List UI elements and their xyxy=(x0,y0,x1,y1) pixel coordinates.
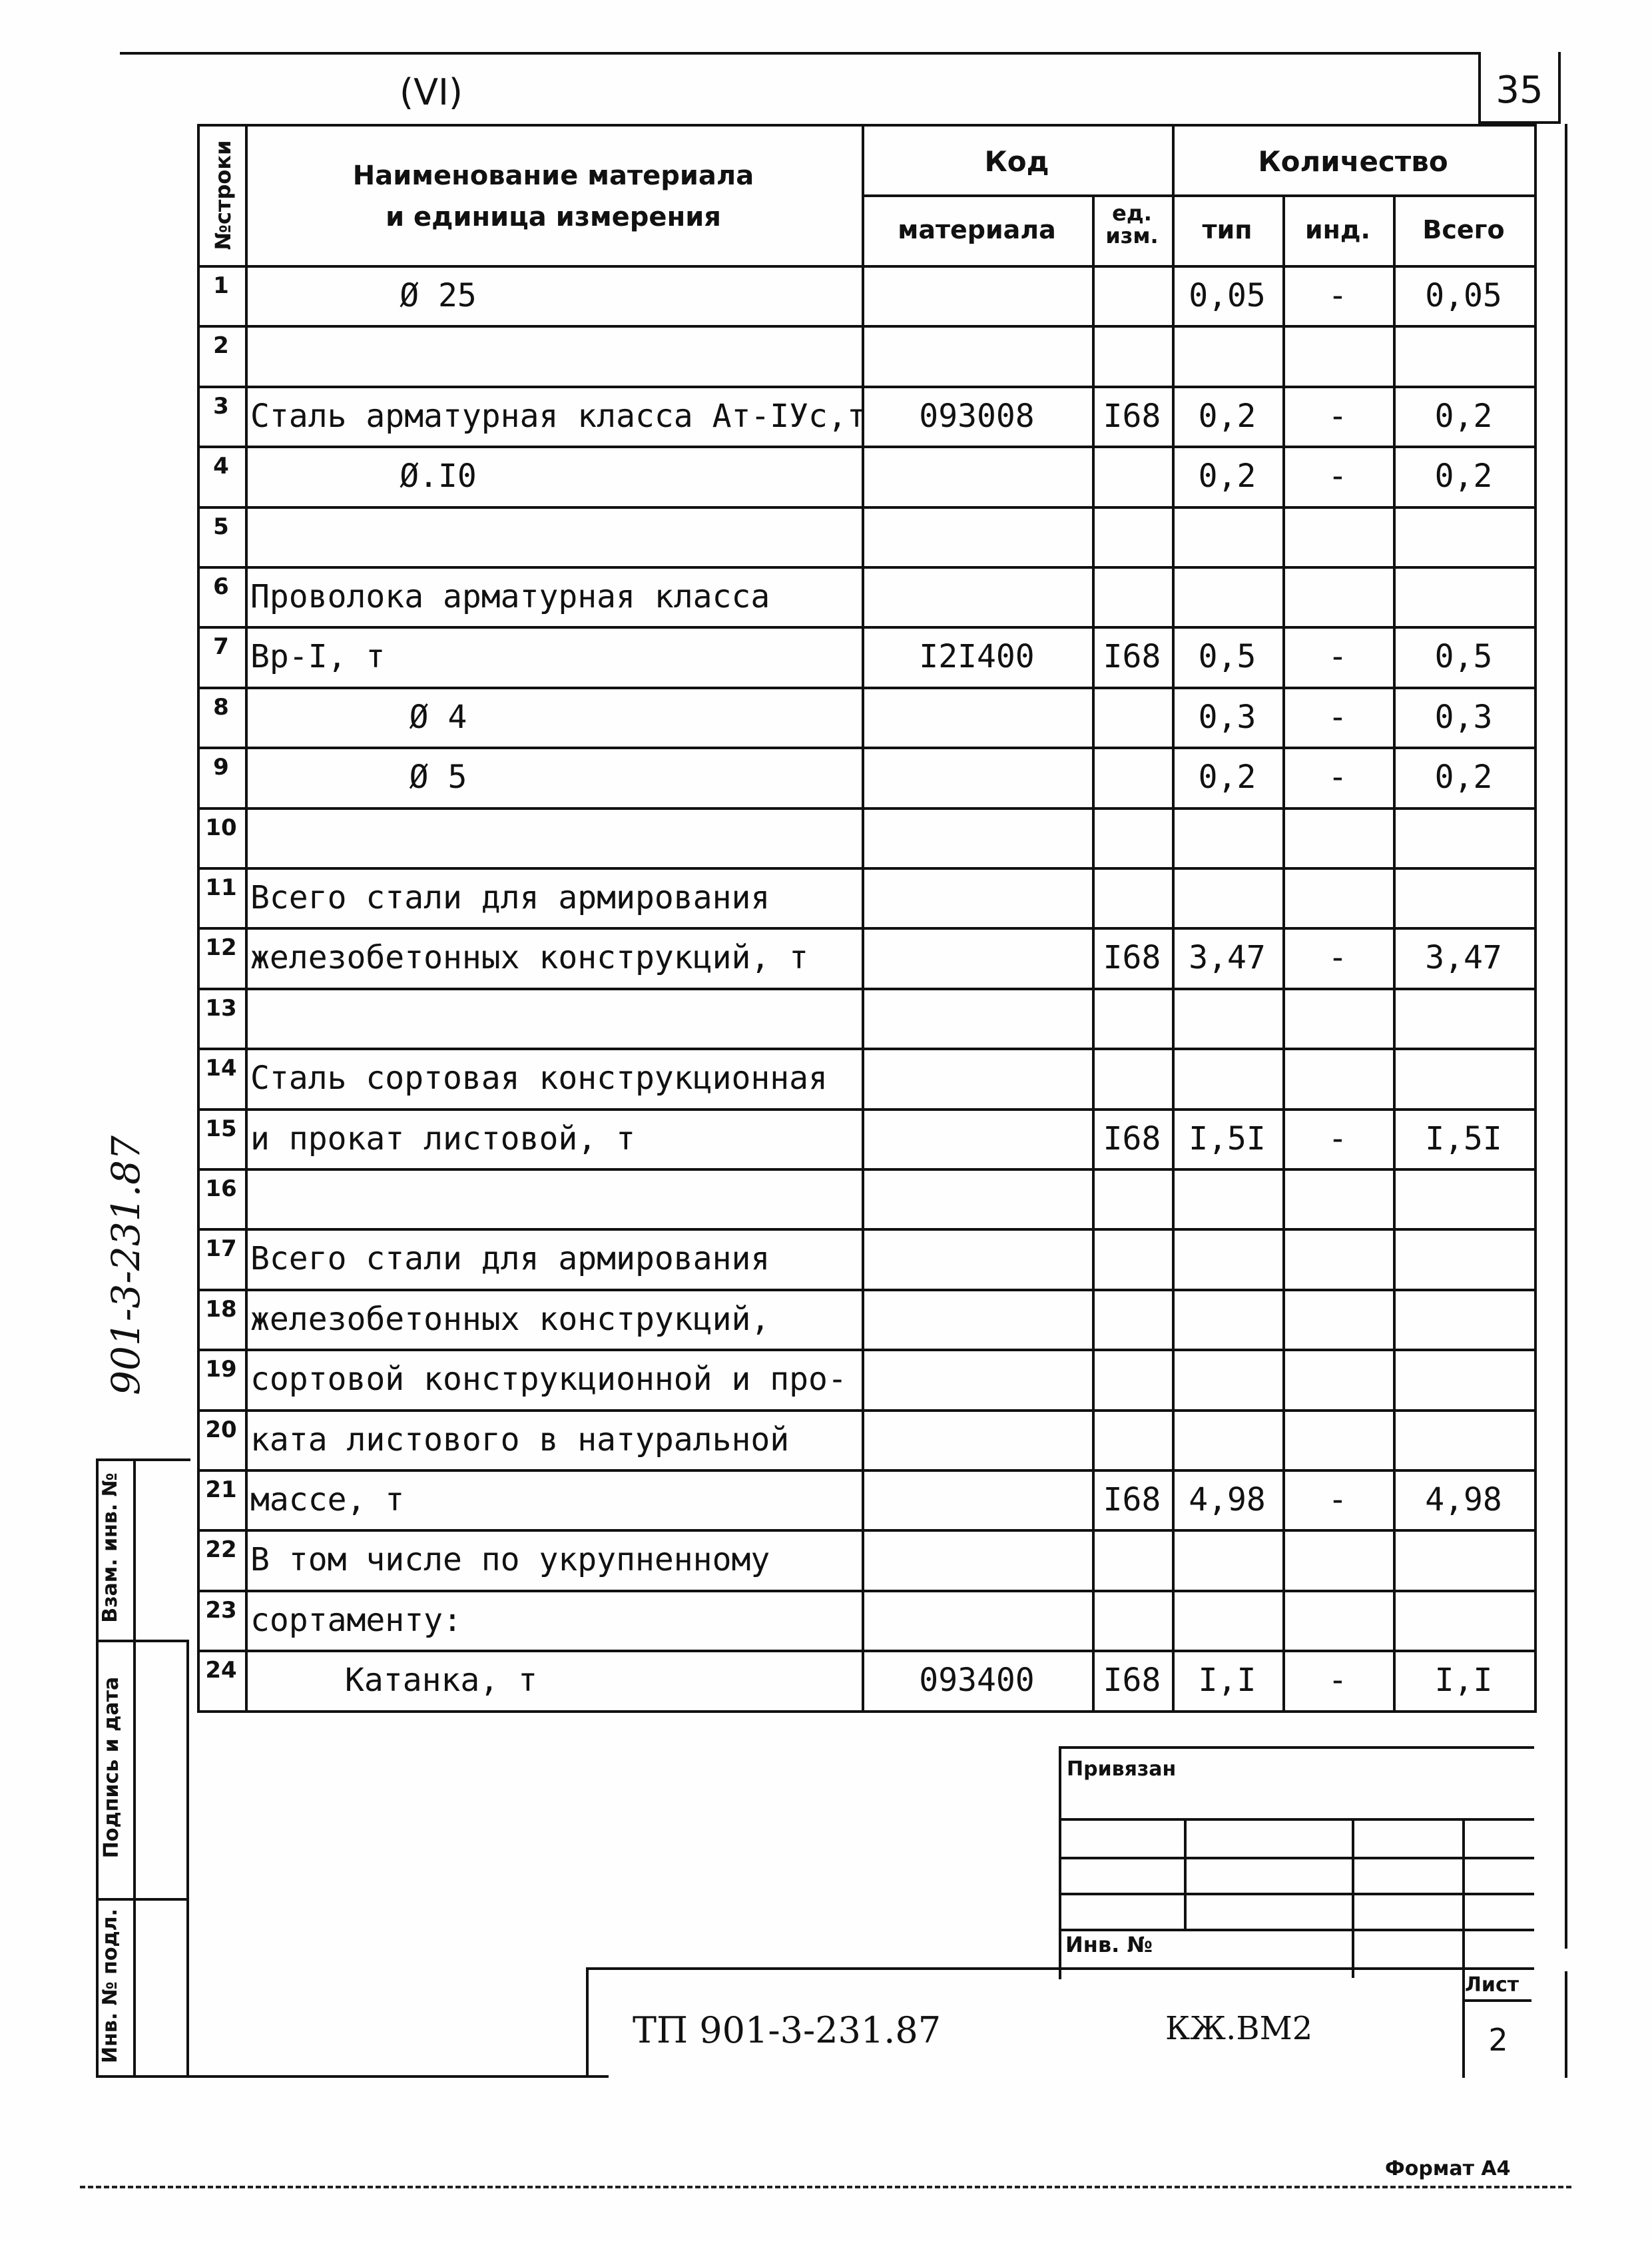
table-row-line xyxy=(197,446,1534,448)
podpis-label: Подпись и дата xyxy=(100,1676,123,1859)
table-row-line xyxy=(197,1289,1534,1291)
material-code: I2I400 xyxy=(919,638,1035,676)
row-number: 3 xyxy=(213,392,229,420)
table-row-line xyxy=(197,1650,1534,1652)
material-name: Ø 5 xyxy=(409,759,467,797)
qty-type: I,I xyxy=(1198,1662,1256,1700)
privyazan-top xyxy=(1059,1746,1534,1749)
material-code: 093008 xyxy=(919,397,1035,435)
header-qty-type: тип xyxy=(1202,215,1252,244)
qty-total: 0,5 xyxy=(1434,638,1493,676)
privyazan-col1 xyxy=(1184,1818,1187,1929)
header-bottom xyxy=(197,265,1534,268)
qty-total: I,I xyxy=(1434,1662,1493,1700)
sheet-label: Лист xyxy=(1465,1973,1519,1997)
sheet-label-line xyxy=(1462,1999,1531,2002)
qty-total: 0,2 xyxy=(1434,458,1493,495)
side-stamp-bottom xyxy=(96,2075,609,2078)
qty-ind: - xyxy=(1328,1662,1348,1700)
material-name: Сталь арматурная класса Ат-IУс,т xyxy=(250,397,866,435)
table-col-line-2 xyxy=(862,124,864,1710)
material-name: Проволока арматурная класса xyxy=(250,578,770,615)
qty-ind: - xyxy=(1328,759,1348,797)
doc-code: КЖ.ВМ2 xyxy=(1165,2010,1313,2047)
material-name: В том числе по укрупненному xyxy=(250,1541,770,1579)
table-col-line-0 xyxy=(197,124,200,1710)
table-row-line xyxy=(197,927,1534,930)
table-row-line xyxy=(197,1048,1534,1050)
qty-total: 3,47 xyxy=(1425,939,1502,977)
table-col-line-7 xyxy=(1534,124,1537,1710)
table-row-line xyxy=(197,1469,1534,1472)
row-number: 17 xyxy=(205,1235,237,1263)
unit-code: I68 xyxy=(1103,397,1161,435)
row-number: 5 xyxy=(213,513,229,540)
qty-total: 0,2 xyxy=(1434,759,1493,797)
qty-type: 0,2 xyxy=(1198,759,1256,797)
row-number: 18 xyxy=(205,1295,237,1323)
format-label: Формат А4 xyxy=(1385,2157,1511,2180)
title-block-top xyxy=(586,1967,1534,1970)
header-code-material: материала xyxy=(898,215,1056,244)
table-bottom-border xyxy=(197,1710,1537,1713)
table-row-line xyxy=(197,1590,1534,1592)
row-number: 15 xyxy=(205,1115,237,1142)
unit-code: I68 xyxy=(1103,1481,1161,1518)
table-row-line xyxy=(197,747,1534,749)
row-number: 4 xyxy=(213,453,229,480)
material-name: Ø.I0 xyxy=(400,458,477,495)
material-name: Сталь сортовая конструкционная xyxy=(250,1060,828,1098)
material-name: Катанка, т xyxy=(345,1662,537,1700)
row-number: 24 xyxy=(205,1657,237,1684)
privyazan-col3 xyxy=(1462,1818,1465,1978)
privyazan-left xyxy=(1059,1746,1061,1979)
material-name: и прокат листовой, т xyxy=(250,1120,635,1157)
row-number: 14 xyxy=(205,1055,237,1082)
qty-ind: - xyxy=(1328,397,1348,435)
header-qty-group: Количество xyxy=(1258,145,1448,178)
header-name-line1: Наименование материала xyxy=(352,160,754,191)
table-row-line xyxy=(197,566,1534,569)
table-row-line xyxy=(197,1168,1534,1171)
table-row-line xyxy=(197,626,1534,629)
material-name: сортаменту: xyxy=(250,1601,462,1639)
row-number: 13 xyxy=(205,994,237,1022)
qty-total: 0,3 xyxy=(1434,698,1493,736)
header-qty-mid xyxy=(1172,194,1534,197)
sheet-number: 35 xyxy=(1496,69,1543,112)
qty-ind: - xyxy=(1328,698,1348,736)
row-number: 7 xyxy=(213,633,229,661)
header-qty-ind: инд. xyxy=(1304,215,1370,244)
row-number: 6 xyxy=(213,573,229,600)
row-number: 1 xyxy=(213,272,229,299)
qty-total: 0,2 xyxy=(1434,397,1493,435)
row-number: 21 xyxy=(205,1476,237,1503)
material-name: ката листового в натуральной xyxy=(250,1421,790,1458)
qty-type: 0,2 xyxy=(1198,458,1256,495)
table-row-line xyxy=(197,988,1534,990)
row-number: 23 xyxy=(205,1596,237,1624)
material-name: Ø 4 xyxy=(409,698,467,736)
qty-type: 0,5 xyxy=(1198,638,1256,676)
sheet-value: 2 xyxy=(1488,2022,1508,2058)
side-code: 901-3-231.87 xyxy=(103,1135,148,1395)
privyazan-label: Привязан xyxy=(1067,1758,1177,1781)
qty-total: I,5I xyxy=(1425,1120,1502,1157)
table-row-line xyxy=(197,1228,1534,1231)
vzam-label: Взам. инв. № xyxy=(99,1472,122,1623)
qty-total: 0,05 xyxy=(1425,277,1502,314)
right-margin-line xyxy=(1565,124,1567,1949)
material-name: железобетонных конструкций, т xyxy=(250,939,809,977)
qty-ind: - xyxy=(1328,458,1348,495)
unit-code: I68 xyxy=(1103,1662,1161,1700)
table-row-line xyxy=(197,506,1534,509)
qty-ind: - xyxy=(1328,638,1348,676)
header-code-unit: ед. изм. xyxy=(1105,200,1159,248)
table-row-line xyxy=(197,867,1534,870)
table-top-border xyxy=(197,124,1537,127)
side-stamp-mid xyxy=(133,1458,136,2078)
qty-type: I,5I xyxy=(1189,1120,1266,1157)
row-number: 20 xyxy=(205,1416,237,1443)
unit-code: I68 xyxy=(1103,939,1161,977)
unit-code: I68 xyxy=(1103,1120,1161,1157)
inv-podl-label: Инв. № подл. xyxy=(99,1908,122,2064)
project-code: ТП 901-3-231.87 xyxy=(633,2009,942,2051)
qty-ind: - xyxy=(1328,277,1348,314)
table-col-line-4 xyxy=(1172,124,1175,1710)
table-row-line xyxy=(197,1409,1534,1412)
qty-ind: - xyxy=(1328,1120,1348,1157)
qty-type: 4,98 xyxy=(1189,1481,1266,1518)
row-number: 9 xyxy=(213,754,229,781)
top-border xyxy=(120,52,1478,55)
qty-type: 0,05 xyxy=(1189,277,1266,314)
table-row-line xyxy=(197,1349,1534,1351)
bottom-cut-line xyxy=(80,2186,1571,2188)
material-name: Всего стали для армирования xyxy=(250,1240,770,1278)
privyazan-col2 xyxy=(1352,1818,1354,1978)
row-number: 12 xyxy=(205,934,237,962)
qty-total: 4,98 xyxy=(1425,1481,1502,1518)
table-row-line xyxy=(197,687,1534,689)
row-number: 10 xyxy=(205,814,237,841)
qty-type: 0,3 xyxy=(1198,698,1256,736)
material-name: железобетонных конструкций, xyxy=(250,1300,770,1338)
header-row-no: №строки xyxy=(210,140,236,250)
qty-type: 0,2 xyxy=(1198,397,1256,435)
table-col-line-1 xyxy=(245,124,248,1710)
qty-type: 3,47 xyxy=(1189,939,1266,977)
table-row-line xyxy=(197,386,1534,388)
right-margin-line-lower xyxy=(1565,1971,1567,2078)
header-name-line2: и единица измерения xyxy=(386,202,721,232)
header-code-mid xyxy=(862,194,1172,197)
table-row-line xyxy=(197,807,1534,810)
title-block-left xyxy=(586,1967,589,2078)
row-number: 2 xyxy=(213,332,229,360)
header-qty-total: Всего xyxy=(1422,215,1505,244)
row-number: 19 xyxy=(205,1356,237,1383)
row-number: 16 xyxy=(205,1175,237,1202)
bottom-left-border xyxy=(186,1640,189,2078)
unit-code: I68 xyxy=(1103,638,1161,676)
qty-ind: - xyxy=(1328,1481,1348,1518)
material-name: Всего стали для армирования xyxy=(250,879,770,916)
material-code: 093400 xyxy=(919,1662,1035,1700)
header-code-group: Код xyxy=(984,145,1049,178)
table-row-line xyxy=(197,1529,1534,1532)
qty-ind: - xyxy=(1328,939,1348,977)
section-marker: (VI) xyxy=(400,71,463,113)
material-name: Вр-I, т xyxy=(250,638,386,676)
row-number: 8 xyxy=(213,693,229,721)
row-number: 22 xyxy=(205,1536,237,1564)
table-row-line xyxy=(197,1108,1534,1111)
table-row-line xyxy=(197,325,1534,328)
material-name: Ø 25 xyxy=(400,277,477,314)
row-number: 11 xyxy=(205,874,237,901)
material-name: массе, т xyxy=(250,1481,405,1518)
material-name: сортовой конструкционной и про- xyxy=(250,1361,847,1399)
inv-no-label: Инв. № xyxy=(1065,1932,1153,1957)
